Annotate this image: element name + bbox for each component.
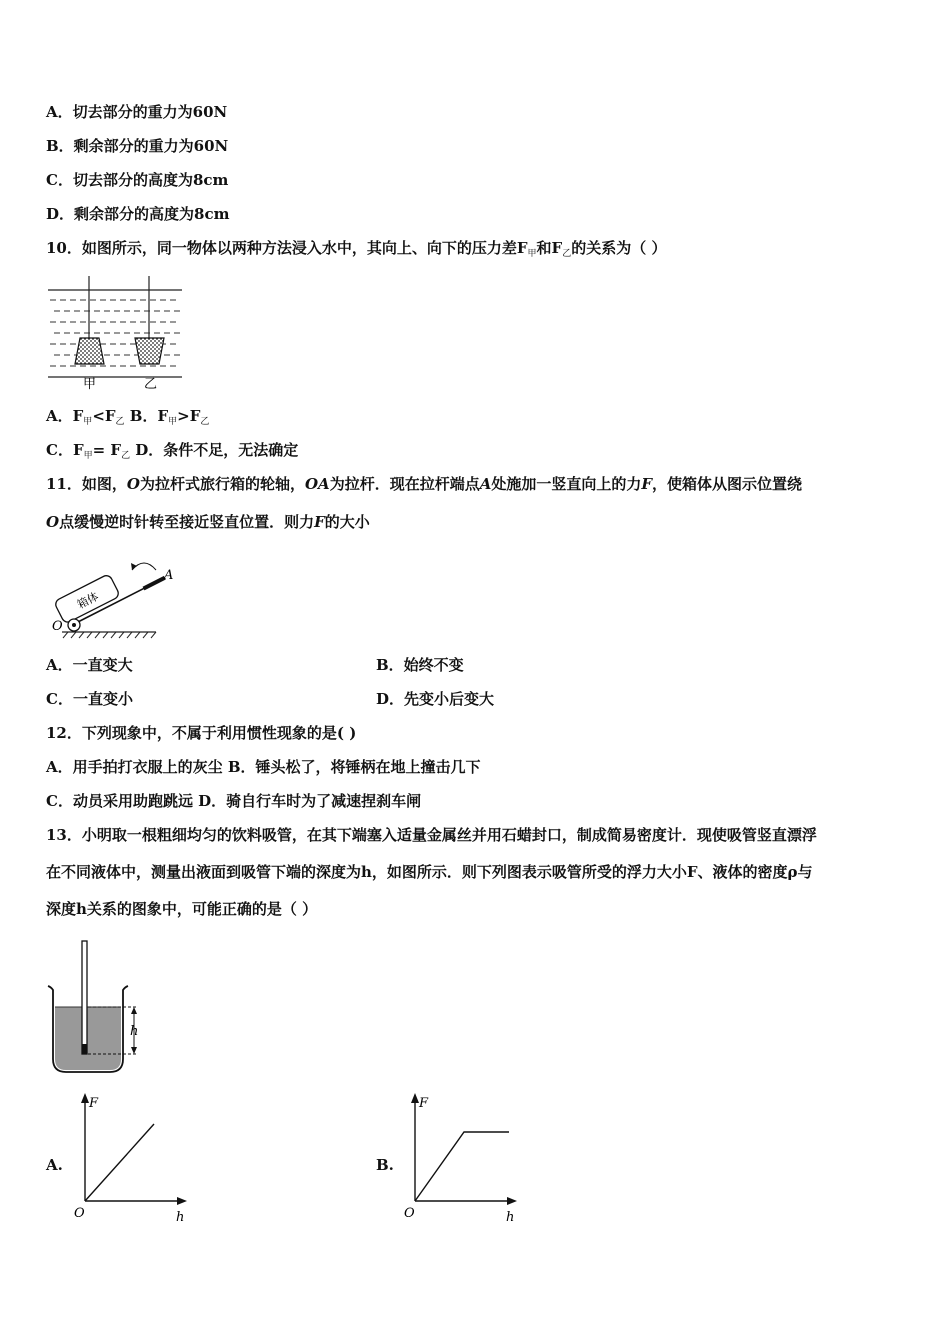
- q13-stem-line3: 深度h关系的图象中，可能正确的是（ ）: [46, 900, 318, 918]
- straw: [82, 941, 87, 1054]
- q11-stem-line2: O点缓慢逆时针转至接近竖直位置．则力F的大小: [46, 513, 370, 531]
- graph-b-x-label: h: [506, 1210, 515, 1225]
- q10-stem: 10．如图所示，同一物体以两种方法浸入水中，其向上、向下的压力差$F_甲$和$F_乙$的关系为（ ）: [46, 239, 667, 259]
- q9-option-d: D．剩余部分的高度为8cm: [46, 205, 230, 223]
- q11-option-d: D．先变小后变大: [376, 690, 495, 708]
- label-yi: 乙: [144, 377, 158, 392]
- object-yi: [135, 338, 164, 364]
- label-jia: 甲: [83, 377, 97, 392]
- graph-b: [400, 1090, 525, 1225]
- graph-b-label: B.: [376, 1156, 394, 1174]
- q12-options-cd: C．动员采用助跑跳远 D．骑自行车时为了减速捏刹车闸: [46, 792, 422, 810]
- label-o: O: [52, 619, 63, 634]
- q11-option-c: C．一直变小: [46, 690, 133, 708]
- q12-stem: 12．下列现象中，不属于利用惯性现象的是( ): [46, 724, 357, 742]
- depth-label-h: h: [130, 1024, 139, 1039]
- object-jia: [75, 338, 104, 364]
- q9-option-b: B．剩余部分的重力为60N: [46, 137, 229, 155]
- q11-option-b: B．始终不变: [376, 656, 464, 674]
- q13-stem-line2: 在不同液体中，测量出液面到吸管下端的深度为h，如图所示．则下列图表示吸管所受的浮力大小F、液体的密度ρ与: [46, 863, 813, 881]
- graph-b-line: [415, 1132, 509, 1201]
- graph-a: [70, 1090, 195, 1225]
- q12-options-ab: A．用手拍打衣服上的灰尘 B．锤头松了，将锤柄在地上撞击几下: [46, 758, 481, 776]
- q11-stem-line1: 11．如图，O为拉杆式旅行箱的轮轴，OA为拉杆．现在拉杆端点A处施加一竖直向上的力F，使箱体从图示位置绕: [46, 475, 803, 493]
- graph-a-y-label: F: [89, 1096, 99, 1111]
- q9-option-c: C．切去部分的高度为8cm: [46, 171, 229, 189]
- q11-option-a: A．一直变大: [46, 656, 133, 674]
- q13-stem-line1: 13．小明取一根粗细均匀的饮料吸管，在其下端塞入适量金属丝并用石蜡封口，制成简易密度计．现使吸管竖直漂浮: [46, 826, 817, 844]
- q9-option-a: A．切去部分的重力为60N: [46, 103, 228, 121]
- graph-a-x-label: h: [176, 1210, 185, 1225]
- box-label: 箱体: [75, 589, 101, 612]
- q13-beaker-figure: [46, 940, 156, 1075]
- graph-a-label: A.: [46, 1156, 63, 1174]
- q11-figure: [46, 548, 174, 640]
- q10-options-ab: A．$F_甲<F_乙$ B．$F_甲>F_乙$: [46, 407, 210, 427]
- q10-figure: [46, 276, 186, 391]
- graph-b-origin: O: [404, 1206, 415, 1221]
- graph-a-origin: O: [74, 1206, 85, 1221]
- graph-b-y-label: F: [419, 1096, 429, 1111]
- graph-a-line: [85, 1124, 154, 1201]
- label-a: A: [164, 568, 174, 583]
- q10-options-cd: C．$F_甲= F_乙$ D．条件不足，无法确定: [46, 441, 299, 461]
